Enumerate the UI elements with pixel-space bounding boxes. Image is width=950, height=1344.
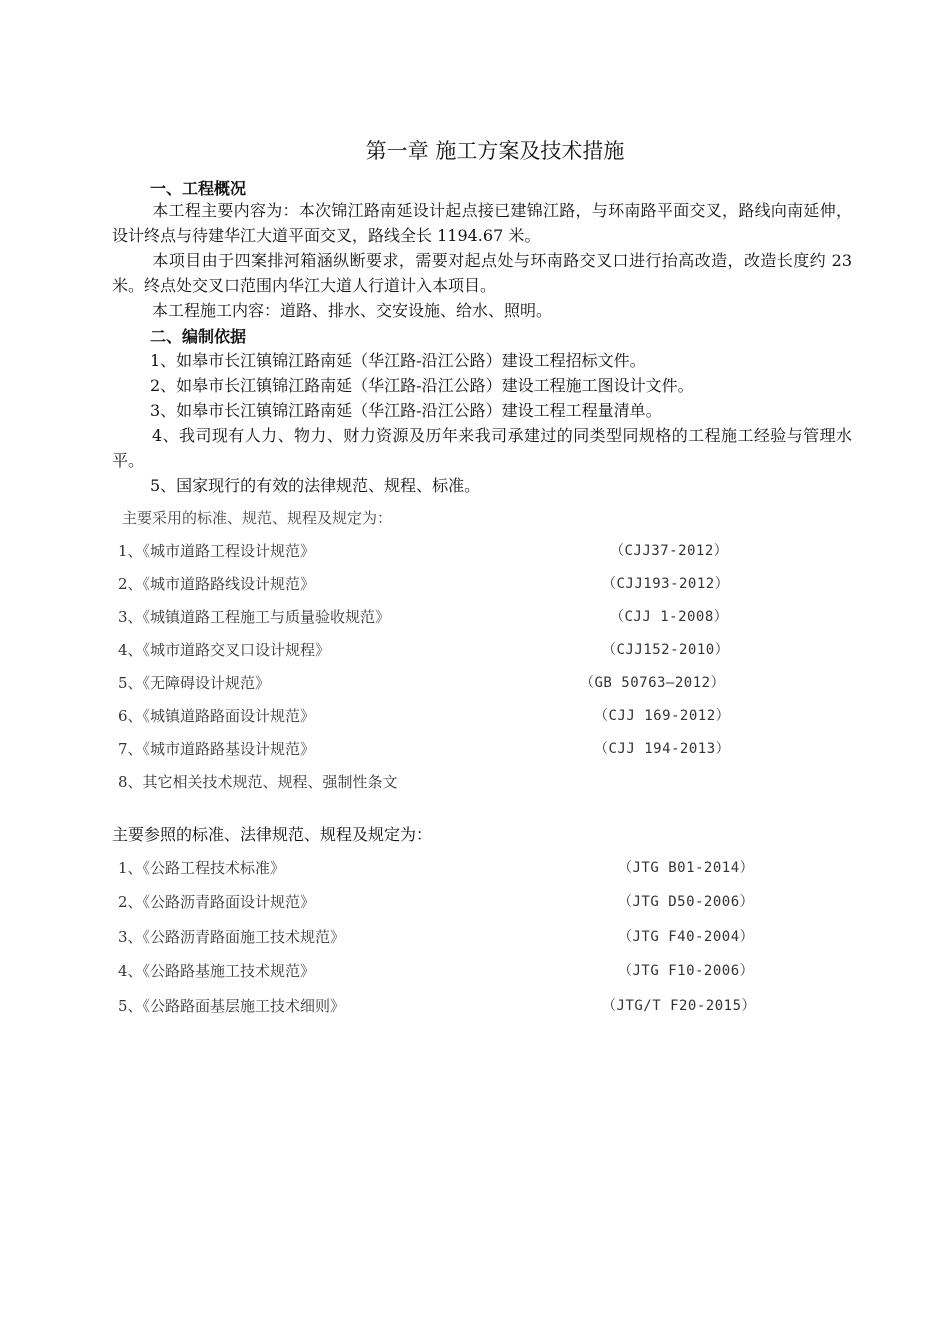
standard-name: 1、《公路工程技术标准》 [118,859,286,877]
standard-code: （CJJ 1-2008） [610,609,729,625]
standard-code: （JTG F10-2006） [618,963,755,979]
basis-item-5: 5、国家现行的有效的法律规范、规程、标准。 [150,476,481,495]
standard-name: 3、《城镇道路工程施工与质量验收规范》 [118,608,391,626]
standard-code: （CJJ 169-2012） [594,708,731,724]
standard-name: 2、《城市道路路线设计规范》 [118,575,316,593]
basis-item-4 [112,423,852,473]
paragraph-1-text: 本工程主要内容为：本次锦江路南延设计起点接已建锦江路，与环南路平面交叉，路线向南延伸，设计终点与待建华江大道平面交叉，路线全长 1194.67 米。 [112,201,852,245]
standard-code: （JTG F40-2004） [618,929,755,945]
standard-code: （CJJ37-2012） [610,543,729,559]
standard-name: 6、《城镇道路路面设计规范》 [118,707,316,725]
standard-code: （JTG D50-2006） [618,894,755,910]
standard-code: （CJJ193-2012） [602,576,730,592]
standard-code: （JTG B01-2014） [618,860,755,876]
basis-item-2: 2、如皋市长江镇锦江路南延（华江路-沿江公路）建设工程施工图设计文件。 [150,376,694,395]
basis-item-1: 1、如皋市长江镇锦江路南延（华江路-沿江公路）建设工程招标文件。 [150,351,646,370]
paragraph-2-text: 本项目由于四案排河箱涵纵断要求，需要对起点处与环南路交叉口进行抬高改造，改造长度约 23 米。终点处交叉口范围内华江大道人行道计入本项目。 [112,251,852,295]
section-1-heading: 一、工程概况 [150,179,247,198]
basis-item-4-text: 4、我司现有人力、物力、财力资源及历年来我司承建过的同类型同规格的工程施工经验与管理水平。 [112,426,852,470]
standard-code: （GB 50763—2012） [580,675,726,691]
paragraph-3-text: 本工程施工内容：道路、排水、交安设施、给水、照明。 [152,301,553,320]
paragraph-3 [112,298,852,323]
standard-name: 4、《公路路基施工技术规范》 [118,962,316,980]
page-title: 第一章 施工方案及技术措施 [365,139,625,163]
standard-name: 1、《城市道路工程设计规范》 [118,542,316,560]
standard-name: 2、《公路沥青路面设计规范》 [118,893,316,911]
standard-name: 5、《公路路面基层施工技术细则》 [118,997,346,1015]
basis-item-3: 3、如皋市长江镇锦江路南延（华江路-沿江公路）建设工程工程量清单。 [150,401,662,420]
paragraph-1 [112,198,852,248]
standard-name: 7、《城市道路路基设计规范》 [118,740,316,758]
section-2-heading: 二、编制依据 [150,327,247,346]
standard-name: 5、《无障碍设计规范》 [118,674,271,692]
standard-code: （CJJ152-2010） [602,642,730,658]
other-standards-note: 8、其它相关技术规范、规程、强制性条文 [118,773,398,791]
standard-code: （JTG/T F20-2015） [602,998,757,1014]
standard-name: 3、《公路沥青路面施工技术规范》 [118,928,346,946]
standard-code: （CJJ 194-2013） [594,741,731,757]
paragraph-2 [112,248,852,298]
standard-name: 4、《城市道路交叉口设计规程》 [118,641,331,659]
reference-standards-heading: 主要参照的标准、法律规范、规程及规定为： [112,825,433,844]
main-standards-heading: 主要采用的标准、规范、规程及规定为： [122,509,393,527]
